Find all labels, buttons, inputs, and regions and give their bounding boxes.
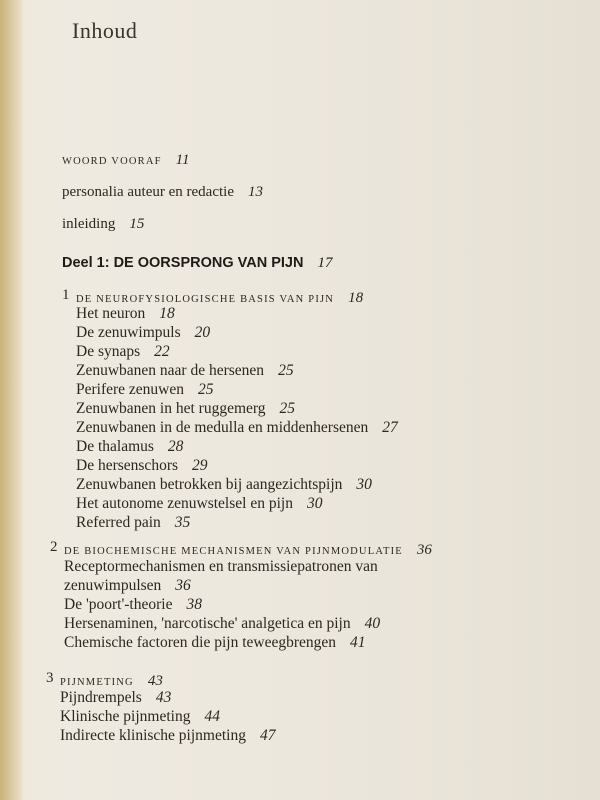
toc-page: 30 bbox=[356, 476, 372, 493]
toc-entry-personalia bbox=[62, 184, 263, 201]
toc-entry-inleiding bbox=[62, 216, 144, 233]
toc-page: 47 bbox=[259, 727, 276, 744]
toc-label: De 'poort'-theorie bbox=[64, 596, 173, 613]
toc-label: Zenuwbanen betrokken bij aangezichtspijn bbox=[76, 476, 343, 493]
toc-entry bbox=[76, 305, 175, 323]
toc-label: De synaps bbox=[76, 343, 141, 360]
toc-entry bbox=[76, 400, 295, 418]
toc-label: De hersenschors bbox=[76, 457, 179, 474]
toc-label: WOORD VOORAF bbox=[62, 156, 162, 167]
toc-entry bbox=[60, 689, 171, 707]
toc-entry bbox=[76, 343, 170, 361]
toc-entry bbox=[64, 558, 378, 576]
toc-entry bbox=[64, 596, 202, 614]
toc-label: Klinische pijnmeting bbox=[60, 708, 191, 725]
toc-page: 28 bbox=[167, 438, 184, 455]
chapter-number: 2 bbox=[50, 539, 58, 555]
toc-page: 27 bbox=[382, 419, 398, 436]
toc-label: Het autonome zenuwstelsel en pijn bbox=[76, 495, 293, 512]
toc-page: 43 bbox=[155, 689, 172, 706]
chapter-page: 36 bbox=[416, 542, 432, 558]
toc-entry bbox=[76, 514, 190, 532]
toc-entry bbox=[76, 457, 208, 475]
toc-label: inleiding bbox=[62, 216, 116, 232]
toc-entry-woord-vooraf bbox=[62, 152, 190, 169]
toc-label: zenuwimpulsen bbox=[64, 577, 162, 594]
toc-label: Zenuwbanen in het ruggemerg bbox=[76, 400, 266, 417]
toc-page: 36 bbox=[175, 577, 191, 594]
toc-page: 44 bbox=[204, 708, 220, 725]
toc-entry bbox=[76, 495, 322, 513]
part-label: Deel 1: DE OORSPRONG VAN PIJN bbox=[62, 255, 304, 271]
toc-page: 29 bbox=[192, 457, 208, 474]
part-heading bbox=[62, 255, 332, 272]
toc-entry bbox=[76, 324, 210, 342]
toc-label: Pijndrempels bbox=[60, 689, 142, 706]
toc-label: De thalamus bbox=[76, 438, 154, 455]
toc-entry bbox=[64, 615, 380, 633]
toc-page: 25 bbox=[198, 381, 214, 398]
chapter-number: 3 bbox=[46, 670, 54, 686]
toc-entry bbox=[76, 381, 214, 399]
chapter-heading bbox=[60, 673, 163, 690]
toc-entry bbox=[64, 634, 366, 652]
toc-label: Receptormechanismen en transmissiepatronen van bbox=[64, 558, 378, 575]
chapter-title: PIJNMETING bbox=[60, 677, 134, 688]
toc-entry bbox=[64, 577, 191, 595]
toc-page: 30 bbox=[306, 495, 323, 512]
toc-label: Zenuwbanen naar de hersenen bbox=[76, 362, 265, 379]
toc-page: 11 bbox=[175, 152, 190, 168]
chapter-title: DE BIOCHEMISCHE MECHANISMEN VAN PIJNMODULATIE bbox=[64, 546, 403, 557]
toc-entry bbox=[76, 438, 183, 456]
chapter-page: 18 bbox=[348, 290, 364, 306]
chapter-heading bbox=[64, 542, 432, 559]
toc-label: De zenuwimpuls bbox=[76, 324, 181, 341]
toc-label: Zenuwbanen in de medulla en middenhersenen bbox=[76, 419, 369, 436]
toc-label: Indirecte klinische pijnmeting bbox=[60, 727, 246, 744]
toc-page: 13 bbox=[248, 184, 263, 200]
toc-label: Het neuron bbox=[76, 305, 146, 322]
toc-label: personalia auteur en redactie bbox=[62, 184, 234, 200]
page-gutter bbox=[0, 0, 24, 800]
chapter-number: 1 bbox=[62, 287, 70, 303]
toc-page: 38 bbox=[186, 596, 202, 613]
toc-label: Hersenaminen, 'narcotische' analgetica en pijn bbox=[64, 615, 351, 632]
toc-page: 40 bbox=[364, 615, 381, 632]
page-title: Inhoud bbox=[72, 18, 138, 43]
toc-entry bbox=[60, 727, 275, 745]
toc-entry bbox=[76, 362, 294, 380]
toc-entry bbox=[76, 419, 398, 437]
toc-label: Referred pain bbox=[76, 514, 161, 531]
toc-entry bbox=[76, 476, 372, 494]
toc-label: Perifere zenuwen bbox=[76, 381, 185, 398]
part-page: 17 bbox=[317, 255, 333, 271]
toc-page: 35 bbox=[174, 514, 191, 531]
toc-page: 25 bbox=[278, 362, 294, 379]
toc-page: 20 bbox=[194, 324, 211, 341]
toc-page: 41 bbox=[350, 634, 366, 651]
chapter-title: DE NEUROFYSIOLOGISCHE BASIS VAN PIJN bbox=[76, 294, 335, 305]
toc-page: 22 bbox=[154, 343, 170, 360]
toc-label: Chemische factoren die pijn teweegbrengen bbox=[64, 634, 336, 651]
toc-page: 15 bbox=[129, 216, 145, 232]
toc-entry bbox=[60, 708, 220, 726]
toc-page: 18 bbox=[159, 305, 175, 322]
chapter-page: 43 bbox=[147, 673, 163, 689]
toc-page: 25 bbox=[279, 400, 296, 417]
